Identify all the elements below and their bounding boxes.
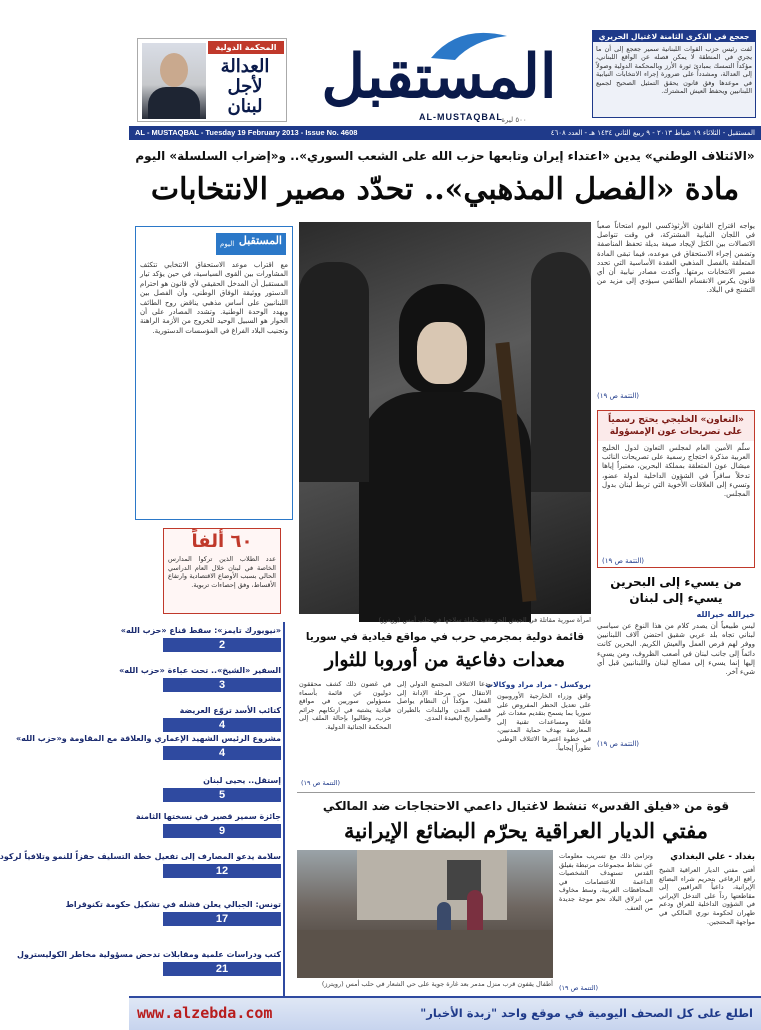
lead-story [597,222,755,404]
price-line: ٥٠٠ ليرة [501,116,527,124]
index-item-page: 2 [163,638,281,652]
europe-headline: معدات دفاعية من أوروبا للثوار [324,649,566,671]
mustaqbal-box-body: مع اقتراب موعد الاستحقاق الانتخابي تتكثف المشاورات بين القوى السياسية، في حين يؤكد تيار المستقبل أن المدخل الحقيقي لأي قانون هو احترام الدستور ووثيقة الوفاق الوطني، وأن الفصل بين اللبنانيين على أساس مذهبي يناقض روح الطائف ويهدد الوحدة الوطنية. وتشدد المصادر على أن الحوار هو السبيل الوحيد للخروج من الأزمة الراهنة وتجنيب البلاد الفراغ في المؤسسات الدستورية. [140,261,288,335]
lead-photo [299,222,591,614]
europe-col3: في غضون ذلك كشف محققون دوليون عن قائمة بأسماء مسؤولين سوريين في مواقع قيادية يشتبه في ارتكابهم جرائم حرب، وطالبوا بإحالة الملف إلى المحكمة الجنائية الدولية. [299,680,391,731]
tribunal-slogan [210,57,280,117]
banner-text[interactable]: اطلع على كل الصحف اليومية في موقع واحد "زبدة الأخبار" [420,1006,753,1020]
bahrain-body: ليس طبيعياً أن يصدر كلام من هذا النوع عن سياسي لبناني تجاه بلد عربي شقيق احتضن آلاف اللبنانيين ووفر لهم فرص العمل والعيش الكريم. البحرين كانت دائماً إلى جانب لبنان في أصعب الظروف، ومن يسيء إليها إنما يسيء إلى مصالح لبنان واللبنانيين قبل أي شيء آخر. [597,622,755,677]
cooperation-body: سلّم الأمين العام لمجلس التعاون لدول الخليج العربية مذكرة احتجاج رسمية على تصريحات النائب ميشال عون المتعلقة بمملكة البحرين، معتبراً إياها تدخلاً سافراً في الشؤون الداخلية لدولة عضو، وتسيء إلى العلاقات الأخوية التي تربط لبنان بدول المجلس. [602,444,750,499]
count-figure: ٦٠ ألفاً [191,531,253,552]
index-item-title: كتب ودراسات علمية ومقابلات تدحض مسؤولية مخاطر الكوليسترول [17,950,281,959]
count-body: عدد الطلاب الذين تركوا المدارس الخاصة في لبنان خلال العام الدراسي الحالي بسبب الأوضاع الاقتصادية وارتفاع الأقساط، وفق إحصاءات تربوية. [168,555,276,589]
index-item-page: 5 [163,788,281,802]
photo-child-1 [467,890,483,934]
dateline-bar [129,126,761,140]
street-photo-caption: أطفال يقفون قرب منزل مدمر بعد غارة جوية على حي الشعار في حلب أمس (رويترز) [321,980,553,988]
iraq-col1: أفتى مفتي الديار العراقية الشيخ رافع الرفاعي بتحريم شراء البضائع الإيرانية، داعياً العراقيين إلى مقاطعتها رداً على التدخل الإيراني في الشؤون الداخلية للعراق ودعم طهران لحكومة نوري المالكي في مواجهة المحتجين. [659,866,755,926]
index-item-title: سلامة يدعو المصارف إلى تفعيل خطة التسليف حفزاً للنمو وتلافياً لركود [0,852,281,861]
mustaqbal-box-sublabel: اليوم [220,240,235,248]
iraq-headline: مفتي الديار العراقية يحرّم البضائع الإيرانية [343,818,709,843]
tribunal-badge: المحكمة الدولية [208,41,284,54]
cooperation-box [597,410,755,568]
index-item-title: مشروع الرئيس الشهيد الإعماري والعلاقة مع المقاومة و«حزب الله» [15,734,281,743]
dateline-arabic: المستقبل - الثلاثاء ١٩ شباط ٢٠١٣ - ٩ ربيع الثاني ١٤٣٤ هـ - العدد ٤٦٠٨ [550,129,755,137]
index-item[interactable] [163,706,281,732]
index-item[interactable] [65,900,281,926]
bahrain-article [597,574,755,760]
slogan-line-1: العدالة [220,56,270,77]
masthead-logo [309,28,569,122]
tribunal-box [137,38,287,122]
index-item[interactable] [119,666,281,692]
slogan-line-3: لبنان [227,96,263,117]
mustaqbal-box [135,226,293,520]
photo-rubble [297,930,553,978]
bahrain-author: خيرالله خيرالله [696,610,755,619]
portrait-head [160,53,188,87]
portrait-body [148,87,200,119]
index-item[interactable] [120,626,281,652]
bahrain-heading-1: من يسيء إلى البحرين [610,575,742,589]
dateline-latin: AL - MUSTAQBAL - Tuesday 19 February 2013 - Issue No. 4608 [135,128,358,137]
logo-latin: AL-MUSTAQBAL [419,112,503,122]
index-item[interactable] [135,812,281,838]
index-item-page: 12 [163,864,281,878]
top-left-box [592,30,756,118]
banner-url[interactable]: www.alzebda.com [137,1004,273,1022]
index-item[interactable] [17,950,281,976]
europe-byline: بروكسل - مراد مراد ووكالات [485,680,591,689]
index-item[interactable] [163,776,281,802]
europe-col1: وافق وزراء الخارجية الأوروبيون على تعديل الحظر المفروض على سوريا بما يسمح بتقديم معدات غير قاتلة ومساعدات تقنية إلى المعارضة بهدف حماية المدنيين، في خطوة اعتبرها الائتلاف الوطني تطوراً إيجابياً. [497,692,591,752]
cooperation-jump: (التتمة ص ١٩) [602,557,645,565]
index-item-page: 4 [163,746,281,760]
index-item-page: 9 [163,824,281,838]
logo-arabic: المستقبل [321,42,557,112]
iraq-jump: (التتمة ص ١٩) [559,984,599,992]
photo-fighter-right [531,252,591,492]
slogan-line-2: لأجل [227,76,263,97]
index-item-page: 17 [163,912,281,926]
index-item-title: كتائب الأسد تروّع العريضة [179,706,281,715]
photo-wall [357,850,507,920]
iraq-top-rule [297,792,755,793]
index-item-title: إستقل.. يحيى لبنان [203,776,281,785]
iraq-kicker: قوة من «فيلق القدس» تنشط لاغتيال داعمي الاحتجاجات ضد المالكي [322,799,730,813]
lead-jump: (التتمة ص ١٩) [597,392,640,400]
top-left-box-body: لفت رئيس حزب القوات اللبنانية سمير جعجع إلى أن ما يجري في المنطقة لا يمكن فصله عن الواقع اللبناني، مؤكداً التمسك بمبادئ ثورة الأرز وبالمحكمة الدولية وصولاً إلى العدالة، ومشدداً على ضرورة إجراء الانتخابات النيابية في موعدها وفق قانون يحقق التمثيل الصحيح لجميع اللبنانيين ويحفظ العيش المشترك. [596,45,752,96]
portrait-image [142,43,206,119]
photo-figure-face [417,322,467,384]
cooperation-heading: «التعاون» الخليجي يحتج رسمياً على تصريحات عون الإمسؤولة [598,411,754,441]
europe-kicker: قائمة دولية بمجرمي حرب في مواقع قيادية في سوريا [305,631,585,643]
lead-body: يواجه اقتراح القانون الأرثوذكسي اليوم امتحاناً صعباً في اللجان النيابية المشتركة، في وقت تتواصل الاتصالات بين الكتل لإيجاد صيغة بديلة تحفظ المناصفة وتضمن إجراء الاستحقاق في موعده، فيما تبقى المادة المتعلقة بالفصل المذهبي العقدة الأساسية التي تحدد مصير الانتخابات برمتها. وأكدت مصادر نيابية أن أي قانون يكرس الانقسام الطائفي سيؤدي إلى مزيد من التشنج في البلاد. [597,222,755,295]
index-item-page: 21 [163,962,281,976]
bottom-banner[interactable] [129,996,761,1030]
mustaqbal-box-label-wrap [216,233,286,255]
bahrain-heading-2: يسيء إلى لبنان [629,591,723,605]
europe-jump: (التتمة ص ١٩) [301,779,341,787]
europe-col2: ودعا الائتلاف المجتمع الدولي إلى الانتقال من مرحلة الإدانة إلى الفعل، مؤكداً أن النظام يواصل قصف المدن والبلدات بالطيران والصواريخ البعيدة المدى. [397,680,491,723]
lead-headline: مادة «الفصل المذهبي».. تحدّد مصير الانتخابات [150,172,740,207]
street-photo [297,850,553,978]
top-left-box-heading: جعجع في الذكرى الثامنة لاغتيال الحريري [593,31,755,42]
index-item-title: جائزة سمير قصير في نسختها الثامنة [135,812,281,821]
iraq-byline: بغداد - علي البغدادي [670,852,755,862]
index-item-title: «نيويورك تايمز»: سقط قناع «حزب الله» [120,626,281,635]
iraq-col2: وتزامن ذلك مع تسريب معلومات عن نشاط مجموعات مرتبطة بفيلق القدس تستهدف الشخصيات الداعمة للاعتصامات في المحافظات الغربية، وسط مخاوف من انزلاق البلاد نحو موجة جديدة من العنف. [559,852,653,912]
index-item-title: تونس: الجبالي يعلن فشله في تشكيل حكومة تكنوقراط [65,900,281,909]
index-item-page: 3 [163,678,281,692]
lead-photo-caption: امرأة سورية مقاتلة في الجيش الحر تقف حاملة سلاحها في حلب أمس (رويترز) [378,616,591,624]
lead-kicker: «الائتلاف الوطني» يدين «اعتداء إيران وتابعها حزب الله على الشعب السوري».. و«إضراب السلسلة» اليوم [135,149,755,163]
mustaqbal-box-label: المستقبل [238,234,282,247]
photo-fighter-left [299,262,369,482]
index-item[interactable] [15,734,281,760]
index-item-page: 4 [163,718,281,732]
bahrain-jump: (التتمة ص ١٩) [597,740,640,748]
index-item[interactable] [0,852,281,878]
index-item-title: السفير «الشيخ».. تحت عباءة «حزب الله» [119,666,281,675]
count-box [163,528,281,614]
